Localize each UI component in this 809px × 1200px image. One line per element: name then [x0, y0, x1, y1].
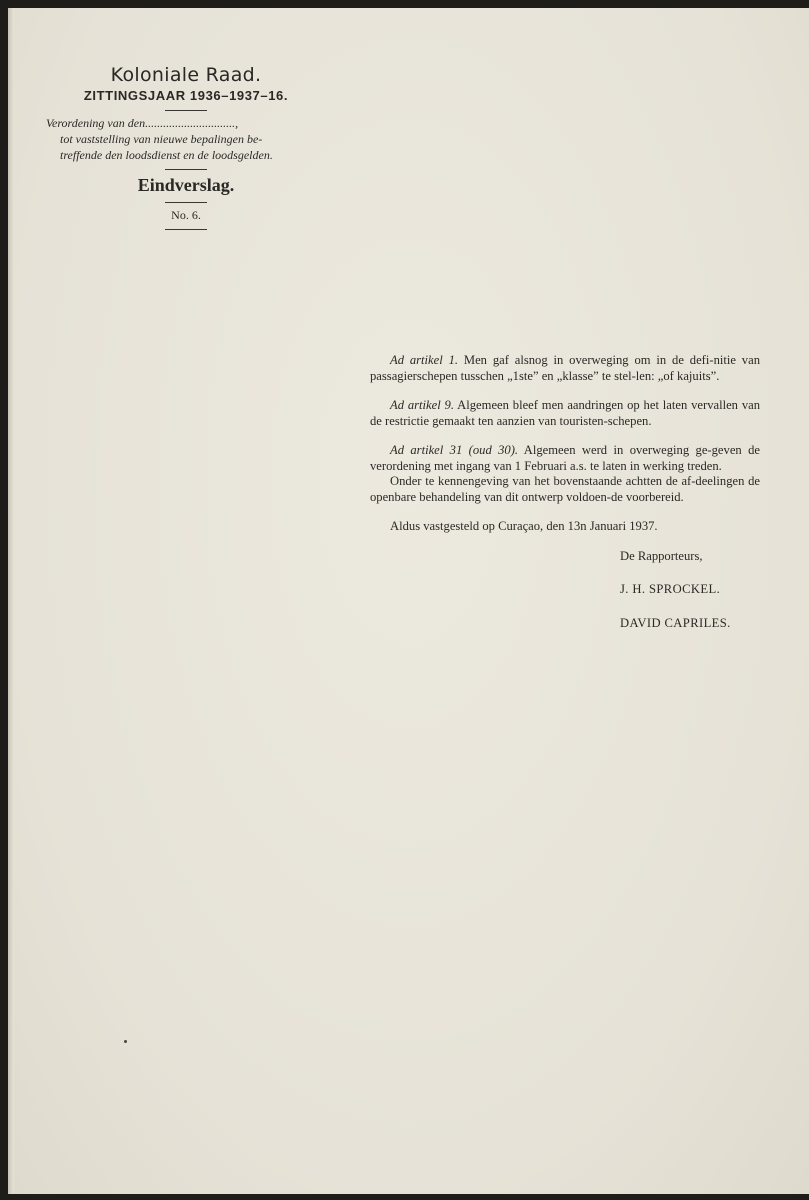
signature-block	[370, 549, 760, 632]
ordinance-line-1: Verordening van den..............................,	[46, 116, 239, 130]
report-title: Eindverslag.	[137, 175, 235, 195]
document-header	[46, 64, 326, 234]
report-divider	[165, 202, 207, 203]
paragraph-article-1	[370, 353, 760, 384]
article-31-text: Algemeen werd in overweging ge-geven de verordening met ingang van 1 Februari a.s. te laten in werking treden.	[370, 443, 760, 473]
ordinance-line-2: tot vaststelling van nieuwe bepalingen be-	[60, 132, 263, 146]
page-speck	[124, 1040, 127, 1043]
session-year: ZITTINGSJAAR 1936–1937–16.	[83, 88, 289, 103]
signatory-sprockel: J. H. SPROCKEL.	[620, 582, 721, 596]
paragraph-conclusion: Onder te kennengeving van het bovenstaande achtten de af-deelingen de openbare behandeling van dit ontwerp voldoen-de voorbereid.	[370, 474, 760, 504]
article-9-label: Ad artikel 9.	[390, 398, 455, 412]
article-9-text: Algemeen bleef men aandringen op het laten vervallen van de restrictie gemaakt ten aanzien van touristen-schepen.	[370, 398, 760, 428]
signatory-capriles: DAVID CAPRILES.	[620, 615, 731, 630]
number-divider	[165, 229, 207, 230]
council-title: Koloniale Raad.	[110, 64, 262, 86]
paragraph-article-31	[370, 443, 760, 474]
ordinance-subject	[46, 115, 326, 163]
page-edge	[8, 8, 14, 1194]
report-body	[370, 353, 760, 649]
article-31-label: Ad artikel 31 (oud 30).	[390, 443, 519, 457]
header-divider	[165, 110, 207, 111]
signoff-line: Aldus vastgesteld op Curaçao, den 13n Januari 1937.	[390, 519, 658, 533]
report-number: No. 6.	[171, 208, 201, 222]
document-page	[8, 8, 809, 1194]
ordinance-line-3: treffende den loodsdienst en de loodsgelden.	[60, 148, 273, 162]
paragraph-article-9	[370, 398, 760, 429]
article-1-text: Men gaf alsnog in overweging om in de defi-nitie van passagierschepen tusschen „1ste” en „klasse” te stel-len: „of kajuits”.	[370, 353, 760, 383]
article-1-label: Ad artikel 1.	[390, 353, 459, 367]
rapporteurs-heading: De Rapporteurs,	[620, 548, 703, 563]
ordinance-divider	[165, 169, 207, 170]
